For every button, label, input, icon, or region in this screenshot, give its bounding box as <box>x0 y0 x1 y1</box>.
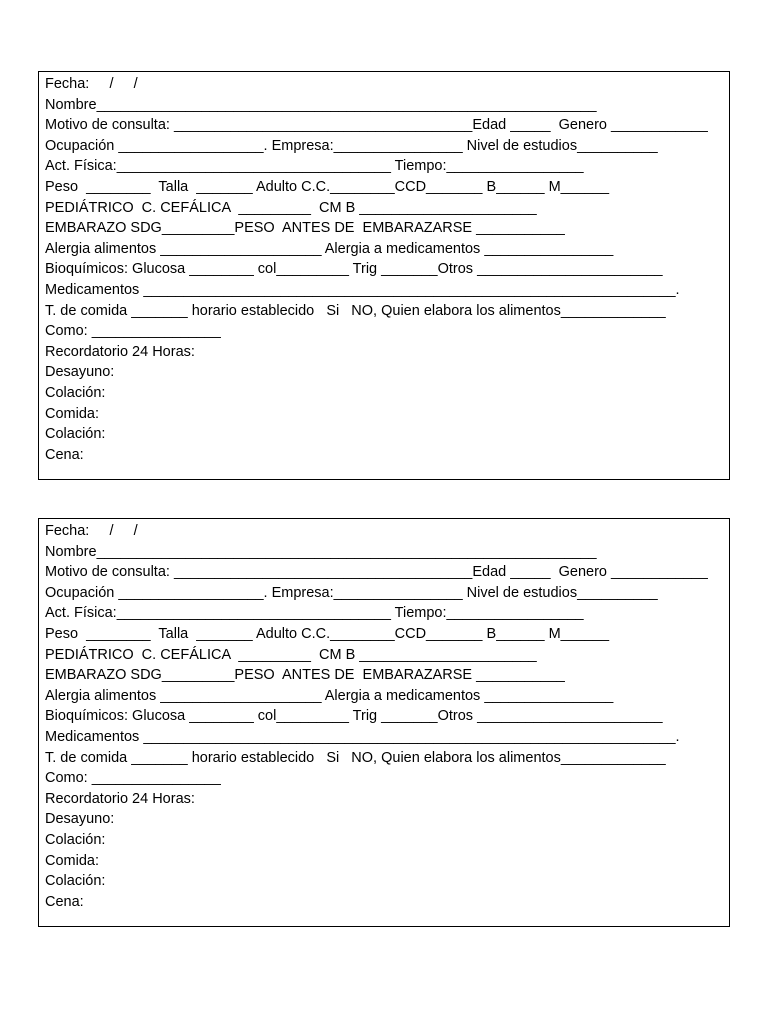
nombre-line: Nombre______________________________________________________________ <box>45 96 597 113</box>
colacion-2-line: Colación: <box>45 426 106 443</box>
tiempo-comida-line: T. de comida _______ horario establecido Si NO, Quien elabora los alimentos_____________ <box>45 302 666 319</box>
ocupacion-line: Ocupación __________________. Empresa:________________ Nivel de estudios__________ <box>45 137 658 154</box>
nutrition-form-card-2 <box>38 518 730 927</box>
act-fisica-line: Act. Física:__________________________________ Tiempo:_________________ <box>45 605 584 622</box>
bioquimicos-line: Bioquímicos: Glucosa ________ col_________ Trig _______Otros _______________________ <box>45 261 663 278</box>
nombre-line: Nombre______________________________________________________________ <box>45 543 597 560</box>
como-line: Como: ________________ <box>45 770 221 787</box>
tiempo-comida-line: T. de comida _______ horario establecido Si NO, Quien elabora los alimentos_____________ <box>45 749 666 766</box>
medicamentos-line: Medicamentos __________________________________________________________________. <box>45 728 680 745</box>
motivo-consulta-line: Motivo de consulta: _____________________________________Edad _____ Genero ____________ <box>45 117 708 134</box>
fecha-line: Fecha: / / <box>45 76 138 92</box>
cena-line: Cena: <box>45 446 84 463</box>
colacion-line: Colación: <box>45 831 106 848</box>
fecha-line: Fecha: / / <box>45 523 138 539</box>
medicamentos-line: Medicamentos __________________________________________________________________. <box>45 281 680 298</box>
recordatorio-heading: Recordatorio 24 Horas: <box>45 790 195 807</box>
desayuno-line: Desayuno: <box>45 811 115 828</box>
bioquimicos-line: Bioquímicos: Glucosa ________ col_________ Trig _______Otros _______________________ <box>45 708 663 725</box>
peso-talla-line: Peso ________ Talla _______ Adulto C.C.________CCD_______ B______ M______ <box>45 178 610 195</box>
pediatrico-line: PEDIÁTRICO C. CEFÁLICA _________ CM B ______________________ <box>45 646 537 663</box>
colacion-line: Colación: <box>45 384 106 401</box>
ocupacion-line: Ocupación __________________. Empresa:________________ Nivel de estudios__________ <box>45 584 658 601</box>
embarazo-line: EMBARAZO SDG_________PESO ANTES DE EMBARAZARSE ___________ <box>45 667 565 684</box>
alergia-line: Alergia alimentos ____________________ Alergia a medicamentos ________________ <box>45 687 614 704</box>
pediatrico-line: PEDIÁTRICO C. CEFÁLICA _________ CM B ______________________ <box>45 199 537 216</box>
colacion-2-line: Colación: <box>45 873 106 890</box>
recordatorio-heading: Recordatorio 24 Horas: <box>45 343 195 360</box>
act-fisica-line: Act. Física:__________________________________ Tiempo:_________________ <box>45 158 584 175</box>
comida-line: Comida: <box>45 852 99 869</box>
como-line: Como: ________________ <box>45 323 221 340</box>
cena-line: Cena: <box>45 893 84 910</box>
alergia-line: Alergia alimentos ____________________ Alergia a medicamentos ________________ <box>45 240 614 257</box>
embarazo-line: EMBARAZO SDG_________PESO ANTES DE EMBARAZARSE ___________ <box>45 220 565 237</box>
peso-talla-line: Peso ________ Talla _______ Adulto C.C.________CCD_______ B______ M______ <box>45 625 610 642</box>
desayuno-line: Desayuno: <box>45 364 115 381</box>
motivo-consulta-line: Motivo de consulta: _____________________________________Edad _____ Genero ____________ <box>45 564 708 581</box>
comida-line: Comida: <box>45 405 99 422</box>
nutrition-form-card-1 <box>38 71 730 480</box>
